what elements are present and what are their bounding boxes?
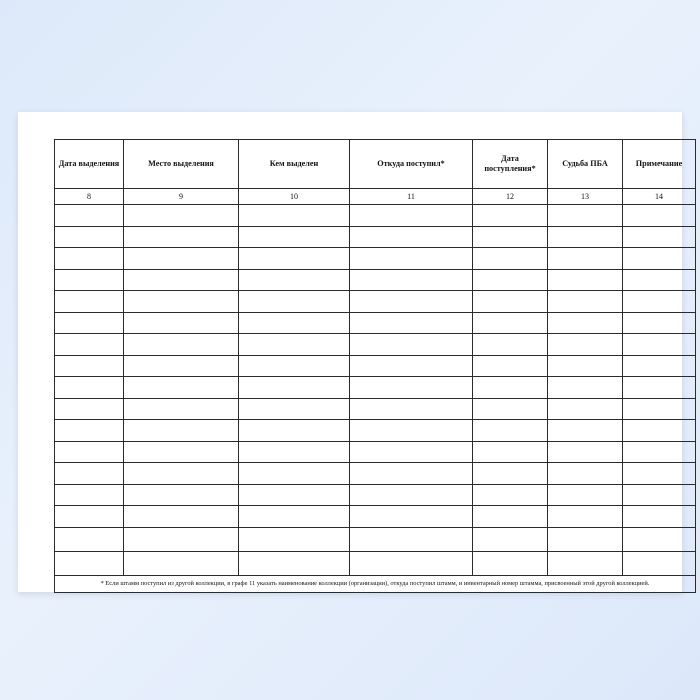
cell-date-of-receipt[interactable] (473, 355, 548, 377)
cell-date-of-isolation[interactable] (55, 398, 124, 420)
cell-isolated-by[interactable] (239, 527, 350, 551)
cell-date-of-receipt[interactable] (473, 551, 548, 575)
cell-pba-fate[interactable] (548, 355, 623, 377)
table-row[interactable] (55, 248, 696, 270)
cell-date-of-receipt[interactable] (473, 334, 548, 356)
cell-isolated-by[interactable] (239, 291, 350, 313)
cell-date-of-isolation[interactable] (55, 463, 124, 485)
cell-date-of-isolation[interactable] (55, 312, 124, 334)
cell-note[interactable] (623, 420, 696, 442)
cell-place-of-isolation[interactable] (124, 291, 239, 313)
cell-place-of-isolation[interactable] (124, 377, 239, 399)
cell-note[interactable] (623, 205, 696, 227)
cell-place-of-isolation[interactable] (124, 355, 239, 377)
cell-date-of-isolation[interactable] (55, 527, 124, 551)
cell-source[interactable] (350, 312, 473, 334)
cell-note[interactable] (623, 312, 696, 334)
cell-note[interactable] (623, 248, 696, 270)
cell-source[interactable] (350, 355, 473, 377)
cell-date-of-receipt[interactable] (473, 527, 548, 551)
cell-note[interactable] (623, 291, 696, 313)
cell-place-of-isolation[interactable] (124, 205, 239, 227)
table-row[interactable] (55, 484, 696, 506)
cell-source[interactable] (350, 551, 473, 575)
cell-isolated-by[interactable] (239, 355, 350, 377)
table-row[interactable] (55, 291, 696, 313)
cell-date-of-isolation[interactable] (55, 484, 124, 506)
cell-pba-fate[interactable] (548, 551, 623, 575)
column-number-11: 11 (350, 189, 473, 205)
cell-date-of-isolation[interactable] (55, 291, 124, 313)
cell-date-of-isolation[interactable] (55, 248, 124, 270)
cell-date-of-isolation[interactable] (55, 506, 124, 528)
cell-isolated-by[interactable] (239, 377, 350, 399)
cell-date-of-isolation[interactable] (55, 551, 124, 575)
cell-place-of-isolation[interactable] (124, 269, 239, 291)
column-number-12: 12 (473, 189, 548, 205)
cell-isolated-by[interactable] (239, 420, 350, 442)
cell-place-of-isolation[interactable] (124, 334, 239, 356)
cell-place-of-isolation[interactable] (124, 484, 239, 506)
column-header-source: Откуда поступил* (350, 140, 473, 189)
cell-isolated-by[interactable] (239, 506, 350, 528)
cell-isolated-by[interactable] (239, 334, 350, 356)
cell-isolated-by[interactable] (239, 248, 350, 270)
cell-place-of-isolation[interactable] (124, 463, 239, 485)
journal-table (54, 139, 696, 593)
table-row[interactable] (55, 269, 696, 291)
cell-date-of-receipt[interactable] (473, 463, 548, 485)
cell-source[interactable] (350, 398, 473, 420)
header-row (55, 140, 696, 189)
cell-isolated-by[interactable] (239, 463, 350, 485)
cell-source[interactable] (350, 527, 473, 551)
cell-place-of-isolation[interactable] (124, 506, 239, 528)
cell-date-of-receipt[interactable] (473, 441, 548, 463)
cell-pba-fate[interactable] (548, 312, 623, 334)
cell-source[interactable] (350, 205, 473, 227)
cell-source[interactable] (350, 484, 473, 506)
cell-pba-fate[interactable] (548, 205, 623, 227)
footnote-row (55, 575, 696, 592)
cell-source[interactable] (350, 420, 473, 442)
cell-isolated-by[interactable] (239, 312, 350, 334)
cell-place-of-isolation[interactable] (124, 527, 239, 551)
table-row[interactable] (55, 441, 696, 463)
cell-date-of-receipt[interactable] (473, 377, 548, 399)
column-header-isolated-by: Кем выделен (239, 140, 350, 189)
cell-isolated-by[interactable] (239, 205, 350, 227)
cell-pba-fate[interactable] (548, 334, 623, 356)
cell-date-of-receipt[interactable] (473, 484, 548, 506)
column-number-10: 10 (239, 189, 350, 205)
column-number-row (55, 189, 696, 205)
cell-isolated-by[interactable] (239, 269, 350, 291)
table-row[interactable] (55, 312, 696, 334)
cell-date-of-receipt[interactable] (473, 398, 548, 420)
footnote-text: * Если штамм поступил из другой коллекции, в графе 11 указать наименование коллекции (организации), откуда поступил штамм, и инвентарный номер штамма, присвоенный этой другой коллекцией. (55, 575, 696, 592)
cell-note[interactable] (623, 527, 696, 551)
column-number-8: 8 (55, 189, 124, 205)
cell-note[interactable] (623, 355, 696, 377)
table-body (55, 205, 696, 593)
cell-source[interactable] (350, 506, 473, 528)
cell-date-of-receipt[interactable] (473, 226, 548, 248)
cell-source[interactable] (350, 291, 473, 313)
cell-date-of-isolation[interactable] (55, 441, 124, 463)
table-row[interactable] (55, 551, 696, 575)
cell-date-of-receipt[interactable] (473, 312, 548, 334)
cell-source[interactable] (350, 226, 473, 248)
cell-date-of-isolation[interactable] (55, 420, 124, 442)
table-row[interactable] (55, 463, 696, 485)
cell-date-of-isolation[interactable] (55, 377, 124, 399)
cell-pba-fate[interactable] (548, 463, 623, 485)
cell-isolated-by[interactable] (239, 226, 350, 248)
cell-isolated-by[interactable] (239, 484, 350, 506)
cell-pba-fate[interactable] (548, 484, 623, 506)
cell-pba-fate[interactable] (548, 398, 623, 420)
cell-place-of-isolation[interactable] (124, 420, 239, 442)
cell-pba-fate[interactable] (548, 269, 623, 291)
cell-note[interactable] (623, 398, 696, 420)
cell-pba-fate[interactable] (548, 291, 623, 313)
column-header-note: Примечание (623, 140, 696, 189)
table-row[interactable] (55, 377, 696, 399)
cell-pba-fate[interactable] (548, 248, 623, 270)
document-sheet (18, 112, 682, 592)
cell-date-of-receipt[interactable] (473, 291, 548, 313)
cell-note[interactable] (623, 226, 696, 248)
cell-date-of-receipt[interactable] (473, 205, 548, 227)
table-row[interactable] (55, 420, 696, 442)
cell-isolated-by[interactable] (239, 551, 350, 575)
cell-date-of-isolation[interactable] (55, 205, 124, 227)
cell-date-of-isolation[interactable] (55, 226, 124, 248)
table-row[interactable] (55, 205, 696, 227)
cell-place-of-isolation[interactable] (124, 441, 239, 463)
cell-isolated-by[interactable] (239, 441, 350, 463)
cell-note[interactable] (623, 269, 696, 291)
cell-isolated-by[interactable] (239, 398, 350, 420)
cell-date-of-isolation[interactable] (55, 355, 124, 377)
cell-pba-fate[interactable] (548, 226, 623, 248)
cell-date-of-isolation[interactable] (55, 269, 124, 291)
cell-source[interactable] (350, 441, 473, 463)
column-header-date-of-isolation: Дата выделения (55, 140, 124, 189)
cell-pba-fate[interactable] (548, 506, 623, 528)
cell-note[interactable] (623, 506, 696, 528)
cell-place-of-isolation[interactable] (124, 551, 239, 575)
cell-note[interactable] (623, 441, 696, 463)
cell-note[interactable] (623, 334, 696, 356)
cell-place-of-isolation[interactable] (124, 226, 239, 248)
column-number-13: 13 (548, 189, 623, 205)
cell-date-of-receipt[interactable] (473, 269, 548, 291)
cell-date-of-receipt[interactable] (473, 248, 548, 270)
column-header-date-of-receipt: Дата поступления* (473, 140, 548, 189)
cell-source[interactable] (350, 269, 473, 291)
cell-note[interactable] (623, 551, 696, 575)
cell-pba-fate[interactable] (548, 441, 623, 463)
cell-source[interactable] (350, 463, 473, 485)
journal-form (54, 139, 683, 587)
cell-note[interactable] (623, 484, 696, 506)
table-row[interactable] (55, 334, 696, 356)
cell-source[interactable] (350, 248, 473, 270)
column-header-pba-fate: Судьба ПБА (548, 140, 623, 189)
cell-source[interactable] (350, 334, 473, 356)
cell-pba-fate[interactable] (548, 420, 623, 442)
table-row[interactable] (55, 527, 696, 551)
cell-note[interactable] (623, 463, 696, 485)
table-header (55, 140, 696, 205)
cell-date-of-isolation[interactable] (55, 334, 124, 356)
table-row[interactable] (55, 506, 696, 528)
cell-date-of-receipt[interactable] (473, 506, 548, 528)
cell-source[interactable] (350, 377, 473, 399)
cell-place-of-isolation[interactable] (124, 398, 239, 420)
cell-pba-fate[interactable] (548, 527, 623, 551)
cell-date-of-receipt[interactable] (473, 420, 548, 442)
column-header-place-of-isolation: Место выделения (124, 140, 239, 189)
column-number-14: 14 (623, 189, 696, 205)
table-row[interactable] (55, 226, 696, 248)
table-row[interactable] (55, 355, 696, 377)
cell-pba-fate[interactable] (548, 377, 623, 399)
column-number-9: 9 (124, 189, 239, 205)
cell-place-of-isolation[interactable] (124, 312, 239, 334)
table-row[interactable] (55, 398, 696, 420)
cell-note[interactable] (623, 377, 696, 399)
cell-place-of-isolation[interactable] (124, 248, 239, 270)
